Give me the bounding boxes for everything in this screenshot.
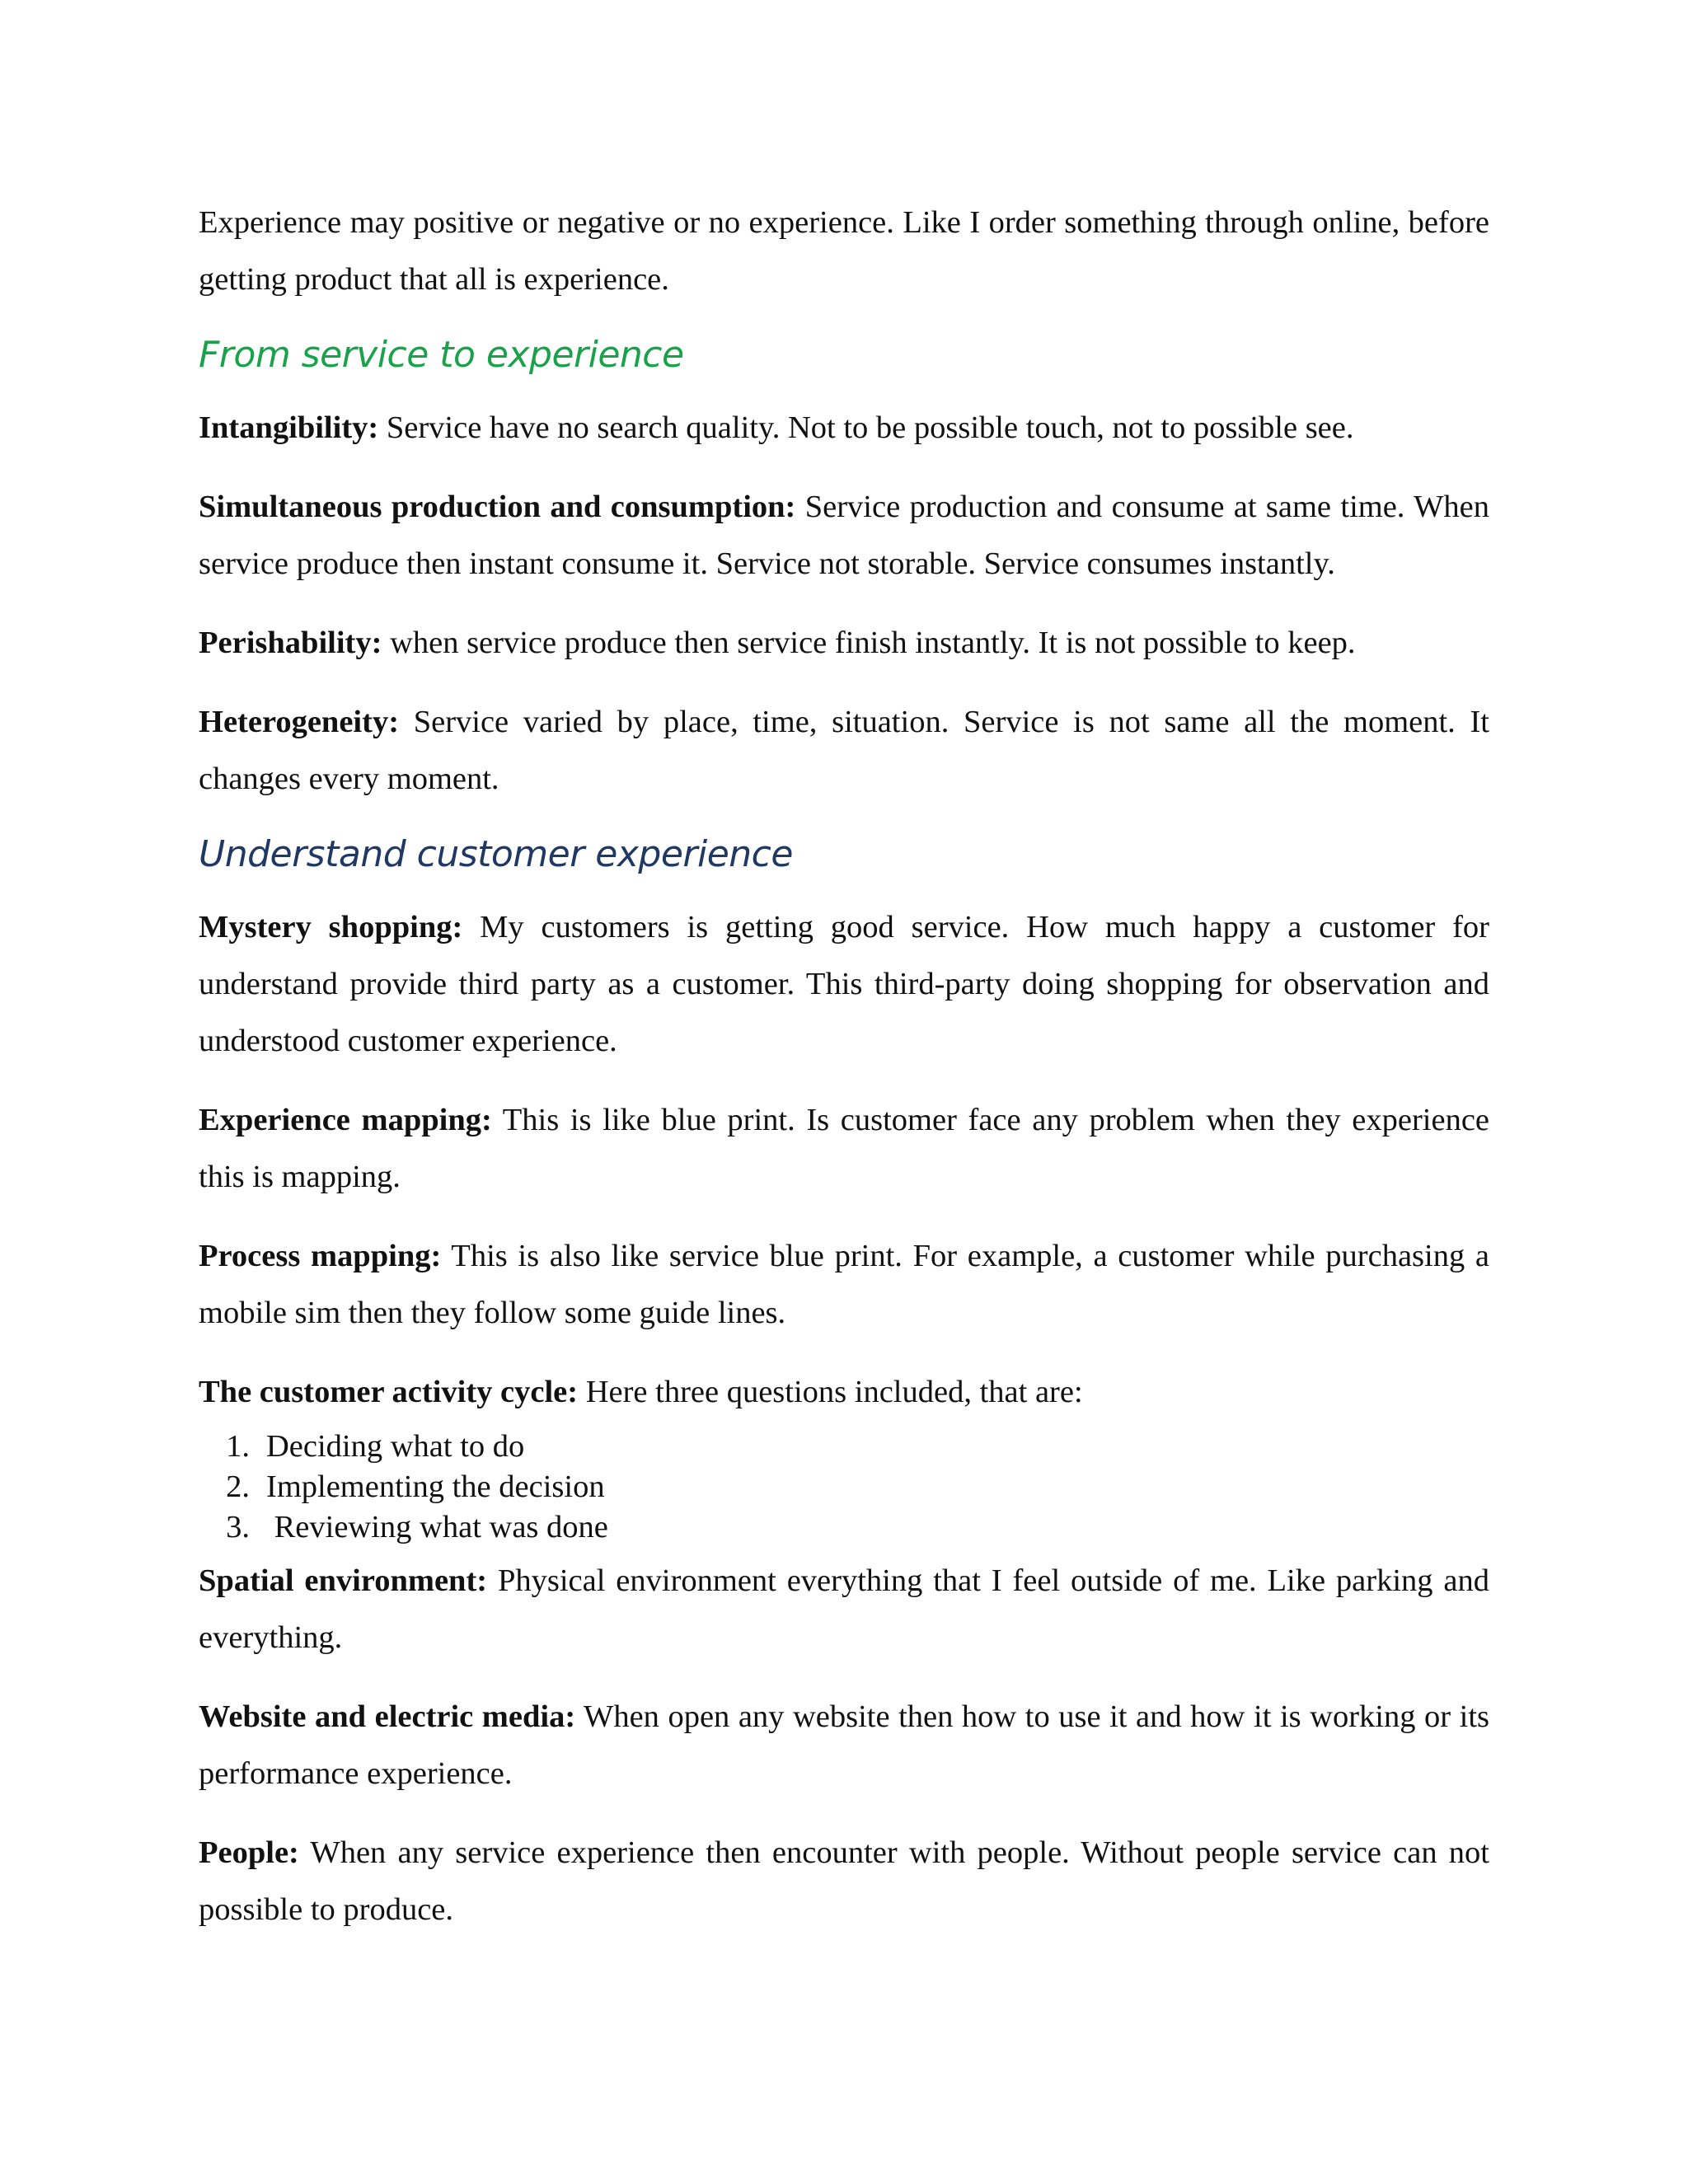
list-number: 1. <box>226 1429 250 1464</box>
list-item <box>199 1427 1489 1467</box>
paragraph-people <box>199 1825 1489 1938</box>
term-description: Service varied by place, time, situation. Service is not same all the moment. It changes every moment. <box>199 705 1489 796</box>
paragraph-simultaneous-production <box>199 479 1489 593</box>
term-description: When open any website then how to use it and how it is working or its performance experience. <box>199 1699 1490 1791</box>
list-number: 2. <box>226 1469 250 1504</box>
activity-cycle-list <box>199 1427 1489 1548</box>
document-page <box>199 194 1489 1961</box>
term-description: This is also like service blue print. For example, a customer while purchasing a mobile sim then they follow some guide lines. <box>199 1239 1489 1330</box>
paragraph-process-mapping <box>199 1228 1489 1342</box>
paragraph-mystery-shopping <box>199 899 1489 1070</box>
paragraph-experience-mapping <box>199 1092 1489 1206</box>
paragraph-website-electric-media <box>199 1689 1489 1802</box>
term-label: Website and electric media: <box>199 1699 576 1734</box>
list-item <box>199 1467 1489 1507</box>
term-description: My customers is getting good service. How much happy a customer for understand provide third party as a customer. This third-party doing shopping for observation and understood customer experience. <box>199 910 1489 1058</box>
list-number: 3. <box>226 1510 250 1544</box>
paragraph-spatial-environment <box>199 1553 1489 1666</box>
list-text: Reviewing what was done <box>266 1510 608 1544</box>
list-text: Implementing the decision <box>266 1469 605 1504</box>
paragraph-perishability <box>199 615 1489 672</box>
term-label: Spatial environment: <box>199 1563 488 1598</box>
paragraph-customer-activity-cycle <box>199 1364 1489 1421</box>
section-heading-service-to-experience: From service to experience <box>199 334 684 376</box>
list-text: Deciding what to do <box>266 1429 525 1464</box>
intro-paragraph: Experience may positive or negative or no experience. Like I order something through online, before getting product that all is experience. <box>199 205 1489 297</box>
list-item <box>199 1507 1489 1548</box>
term-label: Intangibility: <box>199 410 379 445</box>
paragraph-heterogeneity <box>199 694 1489 808</box>
term-description: Service production and consume at same time. When service produce then instant consume it. Service not storable. Service consumes instantly. <box>199 490 1489 581</box>
term-label: People: <box>199 1835 299 1870</box>
term-label: Simultaneous production and consumption: <box>199 490 796 524</box>
term-description: Service have no search quality. Not to be possible touch, not to possible see. <box>378 410 1354 445</box>
term-label: The customer activity cycle: <box>199 1375 579 1409</box>
term-description: Here three questions included, that are: <box>578 1375 1083 1409</box>
term-label: Perishability: <box>199 626 382 660</box>
term-label: Experience mapping: <box>199 1103 492 1137</box>
term-label: Process mapping: <box>199 1239 442 1273</box>
term-description: When any service experience then encounter with people. Without people service can not possible to produce. <box>199 1835 1489 1927</box>
term-label: Heterogeneity: <box>199 705 400 739</box>
term-description: Physical environment everything that I feel outside of me. Like parking and everything. <box>199 1563 1489 1655</box>
term-label: Mystery shopping: <box>199 910 463 944</box>
term-description: This is like blue print. Is customer face any problem when they experience this is mapping. <box>199 1103 1489 1194</box>
term-description: when service produce then service finish instantly. It is not possible to keep. <box>382 626 1356 660</box>
paragraph-intangibility <box>199 400 1489 457</box>
section-heading-understand-customer-experience: Understand customer experience <box>199 833 793 875</box>
